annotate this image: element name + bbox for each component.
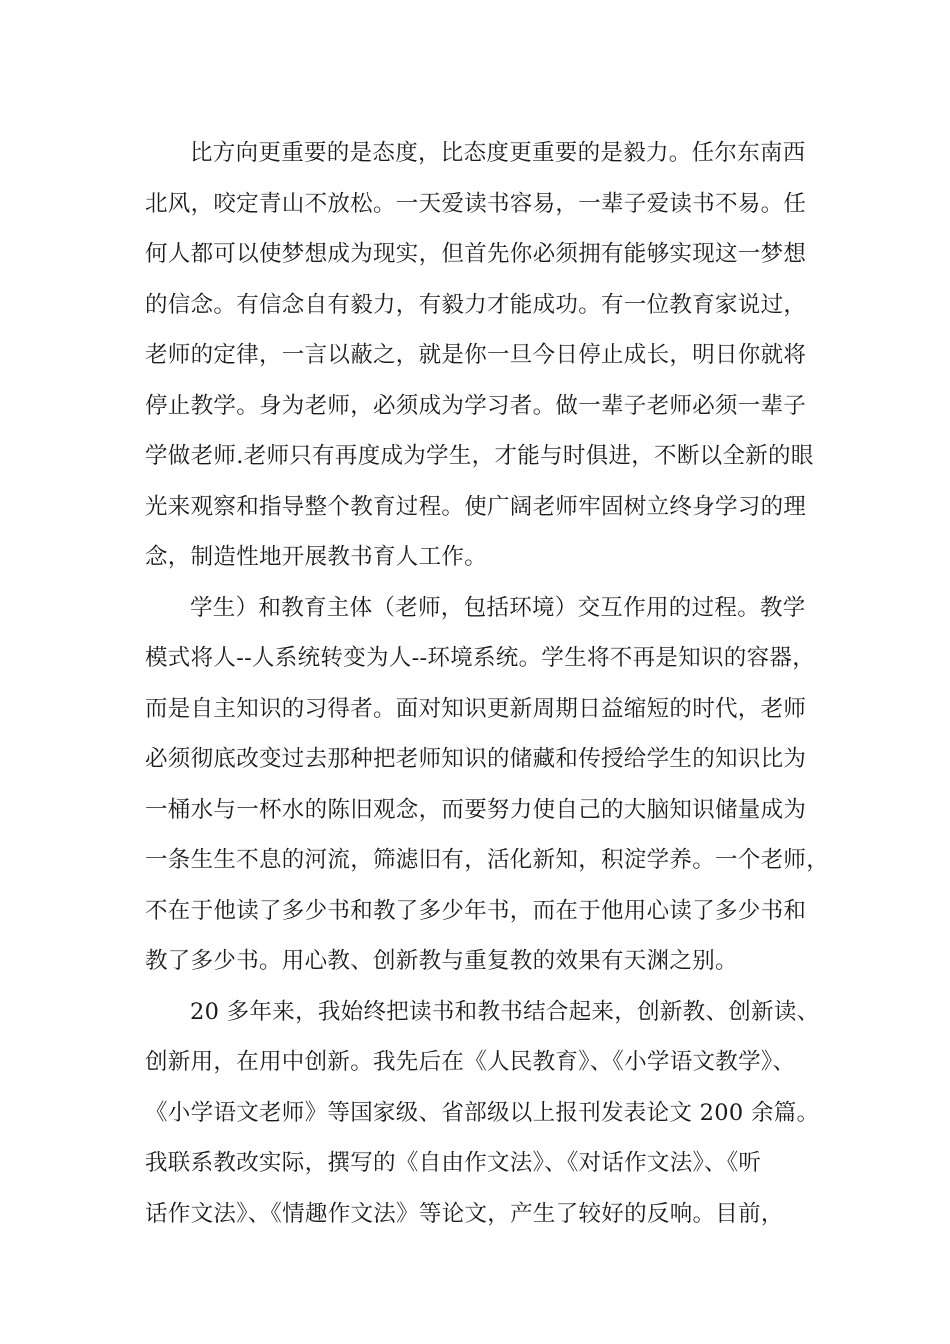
paragraph-3-line-2: 创新用，在用中创新。我先后在《人民教育》、《小学语文教学》、	[145, 1049, 796, 1075]
paragraph-1-line-3: 何人都可以使梦想成为现实，但首先你必须拥有能够实现这一梦想	[145, 241, 807, 267]
paragraph-1-line-5: 老师的定律，一言以蔽之，就是你一旦今日停止成长，明日你就将	[145, 342, 807, 368]
paragraph-2-line-5: 一桶水与一杯水的陈旧观念，而要努力使自己的大脑知识储量成为	[145, 796, 807, 823]
paragraph-2-line-8: 教了多少书。用心教、创新教与重复教的效果有天渊之别。	[145, 948, 738, 974]
paragraph-3-line-1: 20 多年来，我始终把读书和教书结合起来，创新教、创新读、	[190, 998, 820, 1025]
document-body	[145, 128, 830, 1239]
paragraph-2-line-7: 不在于他读了多少书和教了多少年书，而在于他用心读了多少书和	[145, 897, 807, 924]
paragraph-1-line-2: 北风，咬定青山不放松。一天爱读书容易，一辈子爱读书不易。任	[145, 190, 807, 217]
paragraph-3-line-3: 《小学语文老师》等国家级、省部级以上报刊发表论文 200 余篇。	[145, 1099, 820, 1126]
paragraph-1-line-7: 学做老师.老师只有再度成为学生，才能与时俱进，不断以全新的眼	[145, 443, 814, 469]
paragraph-2-line-2: 模式将人--人系统转变为人--环境系统。学生将不再是知识的容器，	[145, 645, 816, 671]
paragraph-1-line-6: 停止教学。身为老师，必须成为学习者。做一辈子老师必须一辈子	[145, 392, 807, 419]
paragraph-1-line-4: 的信念。有信念自有毅力，有毅力才能成功。有一位教育家说过，	[145, 291, 807, 318]
paragraph-2-line-6: 一条生生不息的河流，筛滤旧有，活化新知，积淀学养。一个老师，	[145, 847, 830, 873]
paragraph-1-line-8: 光来观察和指导整个教育过程。使广阔老师牢固树立终身学习的理	[145, 493, 807, 520]
paragraph-1-line-9: 念，制造性地开展教书育人工作。	[145, 544, 488, 570]
paragraph-1-line-1: 比方向更重要的是态度，比态度更重要的是毅力。任尔东南西	[190, 140, 806, 166]
paragraph-2-line-3: 而是自主知识的习得者。面对知识更新周期日益缩短的时代，老师	[145, 695, 807, 722]
paragraph-3-line-5: 话作文法》、《情趣作文法》等论文，产生了较好的反响。目前，	[145, 1200, 784, 1227]
paragraph-3-line-4: 我联系教改实际，撰写的《自由作文法》、《对话作文法》、《听	[145, 1150, 762, 1176]
paragraph-2-line-1: 学生）和教育主体（老师，包括环境）交互作用的过程。教学	[190, 594, 806, 621]
paragraph-2-line-4: 必须彻底改变过去那种把老师知识的储藏和传授给学生的知识比为	[145, 746, 807, 772]
